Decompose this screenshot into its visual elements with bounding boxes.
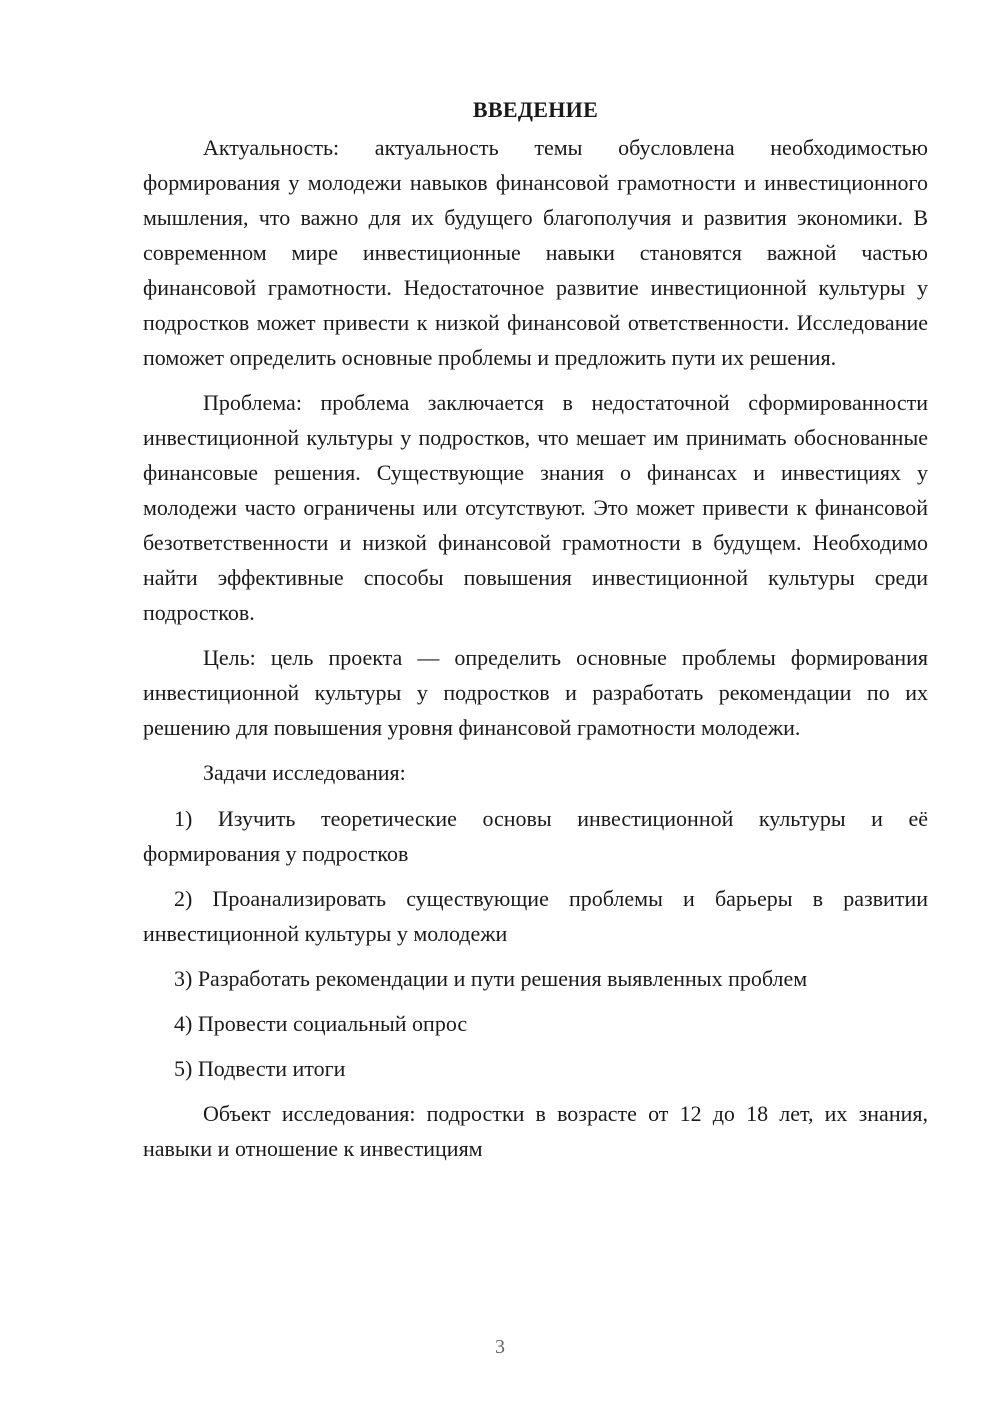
page-content [143, 92, 928, 1176]
page-number: 3 [495, 1336, 505, 1358]
task-item-3: 3) Разработать рекомендации и пути решения выявленных проблем [174, 966, 808, 991]
section-heading: ВВЕДЕНИЕ [472, 97, 599, 122]
goal-paragraph: Цель: цель проекта — определить основные проблемы формирования инвестиционной культуры у подростков и разработать рекомендации по их решению для повышения уровня финансовой грамотности молодежи. [143, 645, 928, 740]
task-item-4: 4) Провести социальный опрос [174, 1011, 468, 1036]
object-paragraph: Объект исследования: подростки в возрасте от 12 до 18 лет, их знания, навыки и отношение к инвестициям [143, 1101, 928, 1161]
problem-paragraph: Проблема: проблема заключается в недостаточной сформированности инвестиционной культуры у подростков, что мешает им принимать обоснованные финансовые решения. Существующие знания о финансах и инвестициях у молодежи часто ограничены или отсутствуют. Это может привести к финансовой безответственности и низкой финансовой грамотности в будущем. Необходимо найти эффективные способы повышения инвестиционной культуры среди подростков. [143, 390, 928, 625]
task-item-2: 2) Проанализировать существующие проблемы и барьеры в развитии инвестиционной культуры у молодежи [143, 886, 928, 946]
relevance-paragraph: Актуальность: актуальность темы обусловлена необходимостью формирования у молодежи навыков финансовой грамотности и инвестиционного мышления, что важно для их будущего благополучия и развития экономики. В современном мире инвестиционные навыки становятся важной частью финансовой грамотности. Недостаточное развитие инвестиционной культуры у подростков может привести к низкой финансовой ответственности. Исследование поможет определить основные проблемы и предложить пути их решения. [143, 135, 928, 370]
tasks-title: Задачи исследования: [203, 760, 406, 785]
task-item-1: 1) Изучить теоретические основы инвестиционной культуры и её формирования у подростков [143, 806, 928, 866]
task-item-5: 5) Подвести итоги [174, 1056, 346, 1081]
